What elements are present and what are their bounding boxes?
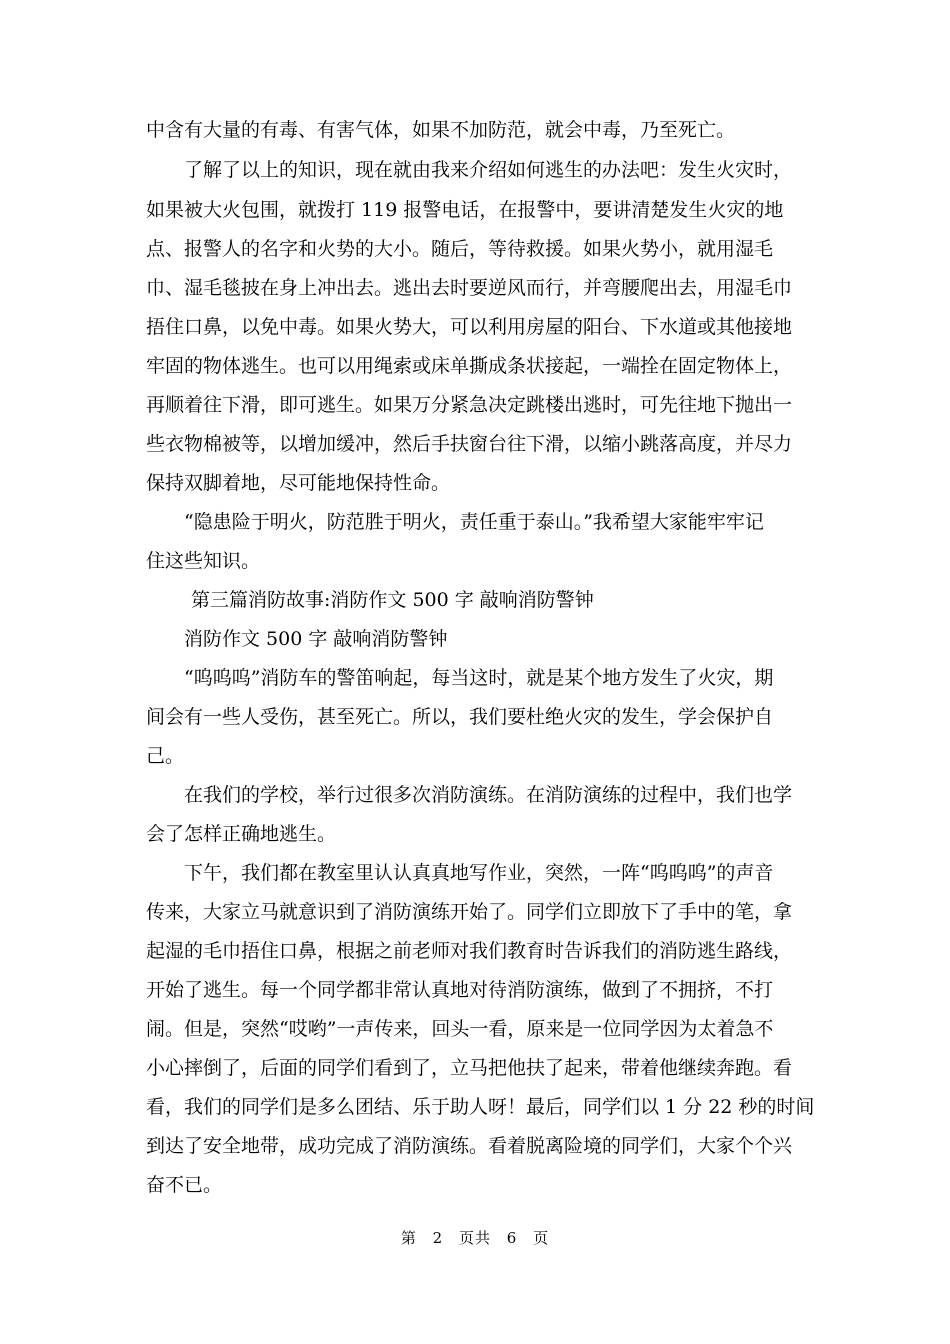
paragraph-line: 保持双脚着地，尽可能地保持性命。 bbox=[146, 472, 451, 494]
section-subtitle: 消防作文 500 字 敲响消防警钟 bbox=[184, 628, 448, 650]
paragraph-line: 间会有一些人受伤，甚至死亡。所以，我们要杜绝火灾的发生，学会保护自 bbox=[146, 706, 774, 728]
paragraph-line: 捂住口鼻，以免中毒。如果火势大，可以利用房屋的阳台、下水道或其他接地 bbox=[146, 316, 793, 338]
paragraph-line: 住这些知识。 bbox=[146, 550, 261, 572]
paragraph-line: 中含有大量的有毒、有害气体，如果不加防范，就会中毒，乃至死亡。 bbox=[146, 119, 736, 141]
page-number-footer: 第 2 页共 6 页 bbox=[400, 1229, 550, 1247]
paragraph-line: 到达了安全地带，成功完成了消防演练。看着脱离险境的同学们，大家个个兴 bbox=[146, 1135, 793, 1157]
paragraph-line: “呜呜呜”消防车的警笛响起，每当这时，就是某个地方发生了火灾，期 bbox=[184, 667, 774, 689]
paragraph-line: 点、报警人的名字和火势的大小。随后，等待救援。如果火势小，就用湿毛 bbox=[146, 238, 774, 260]
paragraph-line: 在我们的学校，举行过很多次消防演练。在消防演练的过程中，我们也学 bbox=[184, 784, 793, 806]
paragraph-line: 巾、湿毛毯披在身上冲出去。逃出去时要逆风而行，并弯腰爬出去，用湿毛巾 bbox=[146, 277, 793, 299]
paragraph-line: 下午，我们都在教室里认认真真地写作业，突然，一阵“呜呜呜”的声音 bbox=[184, 862, 774, 884]
paragraph-line: 会了怎样正确地逃生。 bbox=[146, 823, 337, 845]
document-page bbox=[146, 0, 815, 1344]
paragraph-line: 传来，大家立马就意识到了消防演练开始了。同学们立即放下了手中的笔，拿 bbox=[146, 901, 793, 923]
paragraph-line: 闹。但是，突然“哎哟”一声传来，回头一看，原来是一位同学因为太着急不 bbox=[146, 1018, 774, 1040]
paragraph-line: 了解了以上的知识，现在就由我来介绍如何逃生的办法吧：发生火灾时， bbox=[184, 159, 793, 181]
paragraph-line: 开始了逃生。每一个同学都非常认真地对待消防演练，做到了不拥挤，不打 bbox=[146, 979, 774, 1001]
paragraph-line: 起湿的毛巾捂住口鼻，根据之前老师对我们教育时告诉我们的消防逃生路线， bbox=[146, 940, 793, 962]
paragraph-line: 再顺着往下滑，即可逃生。如果万分紧急决定跳楼出逃时，可先往地下抛出一 bbox=[146, 394, 793, 416]
paragraph-line: 小心摔倒了，后面的同学们看到了，立马把他扶了起来，带着他继续奔跑。看 bbox=[146, 1057, 793, 1079]
paragraph-line: 奋不已。 bbox=[146, 1174, 223, 1196]
paragraph-line: 如果被大火包围，就拨打 119 报警电话，在报警中，要讲清楚发生火灾的地 bbox=[146, 199, 784, 221]
paragraph-line: 看，我们的同学们是多么团结、乐于助人呀！最后，同学们以 1 分 22 秒的时间 bbox=[146, 1096, 815, 1118]
paragraph-line: “隐患险于明火，防范胜于明火，责任重于泰山。”我希望大家能牢牢记 bbox=[184, 511, 764, 533]
paragraph-line: 些衣物棉被等，以增加缓冲，然后手扶窗台往下滑，以缩小跳落高度，并尽力 bbox=[146, 433, 793, 455]
paragraph-line: 己。 bbox=[146, 745, 185, 767]
paragraph-line: 牢固的物体逃生。也可以用绳索或床单撕成条状接起，一端拴在固定物体上， bbox=[146, 355, 793, 377]
section-heading: 第三篇消防故事:消防作文 500 字 敲响消防警钟 bbox=[191, 589, 594, 611]
